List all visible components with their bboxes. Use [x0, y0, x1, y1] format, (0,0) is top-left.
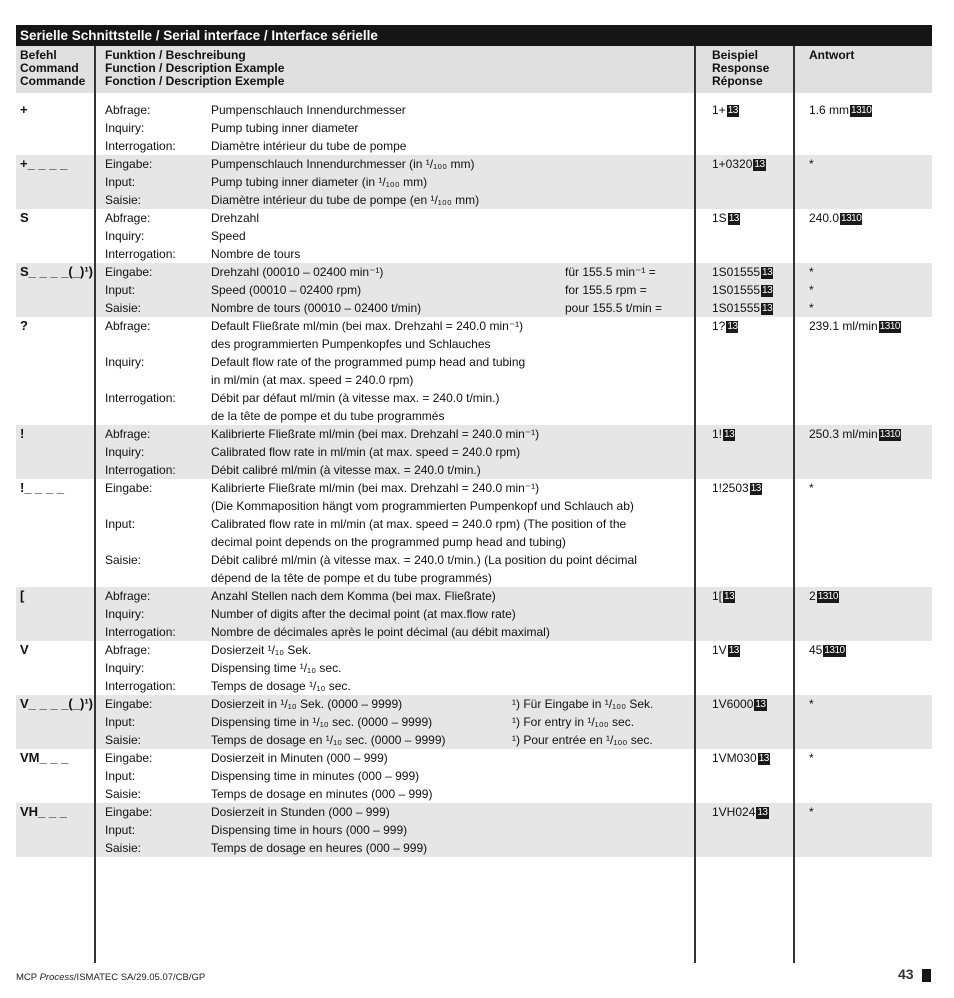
- language-label: Eingabe:: [105, 481, 153, 495]
- example-text: 1S01555: [712, 283, 761, 297]
- description-text: Drehzahl: [211, 211, 260, 225]
- command-code: [: [20, 588, 25, 603]
- language-label: Interrogation:: [105, 247, 176, 261]
- description-text: Default Fließrate ml/min (bei max. Drehzahl = 240.0 min⁻¹): [211, 319, 524, 333]
- description-text: dépend de la tête de pompe et du tube programmés): [211, 571, 492, 585]
- control-code-badge: 13: [724, 591, 735, 602]
- control-code-badge: 13: [757, 807, 768, 818]
- example-text: 1VM030: [712, 751, 757, 765]
- answer-cell: [809, 749, 814, 767]
- header-command-de: Befehl: [20, 48, 57, 62]
- description-text: Temps de dosage ¹/₁₀ sec.: [211, 679, 351, 693]
- description-text: Nombre de tours (00010 – 02400 t/min): [211, 301, 422, 315]
- example-cell: [712, 263, 773, 281]
- description-text: de la tête de pompe et du tube programmés: [211, 409, 445, 423]
- language-label: Interrogation:: [105, 139, 176, 153]
- control-code-badge: 13: [750, 483, 761, 494]
- description-text: Default flow rate of the programmed pump head and tubing: [211, 355, 526, 369]
- header-example: [696, 46, 793, 93]
- description-text: Temps de dosage en ¹/₁₀ sec. (0000 – 9999): [211, 733, 446, 747]
- control-code-badge: 13: [724, 429, 735, 440]
- header-function-de: Funktion / Beschreibung: [105, 48, 246, 62]
- description-text: Temps de dosage en heures (000 – 999): [211, 841, 428, 855]
- footnote-text: ¹) Pour entrée en ¹/₁₀₀ sec.: [512, 733, 653, 747]
- answer-cell: [809, 479, 814, 497]
- page-title: Serielle Schnittstelle / Serial interface / Interface sérielle: [16, 25, 932, 46]
- page-number: 43: [898, 966, 914, 982]
- example-cell: [712, 641, 740, 659]
- answer-cell: [809, 155, 814, 173]
- description-text: Dispensing time ¹/₁₀ sec.: [211, 661, 342, 675]
- language-label: Input:: [105, 175, 136, 189]
- answer-cell: [809, 317, 901, 335]
- header-answer-de: Antwort: [809, 48, 855, 62]
- example-cell: [712, 587, 735, 605]
- description-text: decimal point depends on the programmed pump head and tubing): [211, 535, 566, 549]
- description-text: Kalibrierte Fließrate ml/min (bei max. Drehzahl = 240.0 min⁻¹): [211, 481, 540, 495]
- header-command-en: Command: [20, 61, 79, 75]
- description-text: Nombre de tours: [211, 247, 301, 261]
- description-text: des programmierten Pumpenkopfes und Schlauches: [211, 337, 491, 351]
- description-text: Dosierzeit ¹/₁₀ Sek.: [211, 643, 312, 657]
- language-label: Inquiry:: [105, 121, 145, 135]
- language-label: Saisie:: [105, 193, 142, 207]
- command-code: V: [20, 642, 29, 657]
- example-cell: [712, 317, 738, 335]
- answer-text: 2: [809, 589, 816, 603]
- example-cell: [712, 101, 739, 119]
- description-text: Pumpenschlauch Innendurchmesser: [211, 103, 406, 117]
- language-label: Interrogation:: [105, 391, 176, 405]
- answer-text: 1.6 mm: [809, 103, 850, 117]
- language-label: Eingabe:: [105, 697, 153, 711]
- example-cell: [712, 803, 769, 821]
- language-label: Input:: [105, 517, 136, 531]
- footer-imprint-b: Process: [39, 972, 74, 983]
- language-label: Inquiry:: [105, 661, 145, 675]
- footer-imprint: [16, 972, 205, 983]
- column-divider-function: [694, 46, 696, 963]
- language-label: Inquiry:: [105, 229, 145, 243]
- language-label: Inquiry:: [105, 445, 145, 459]
- answer-text: *: [809, 301, 814, 315]
- command-code: !: [20, 426, 25, 441]
- language-label: Abfrage:: [105, 589, 151, 603]
- control-code-badge: 13: [754, 159, 765, 170]
- example-value-note: for 155.5 rpm =: [565, 283, 647, 297]
- language-label: Saisie:: [105, 841, 142, 855]
- example-text: 1+: [712, 103, 726, 117]
- example-cell: [712, 281, 773, 299]
- description-text: in ml/min (at max. speed = 240.0 rpm): [211, 373, 414, 387]
- command-code: S_ _ _ _(_)¹): [20, 264, 93, 279]
- answer-text: 45: [809, 643, 823, 657]
- language-label: Inquiry:: [105, 607, 145, 621]
- description-text: Speed: [211, 229, 246, 243]
- example-cell: [712, 209, 740, 227]
- language-label: Abfrage:: [105, 427, 151, 441]
- answer-text: *: [809, 805, 814, 819]
- header-example-fr: Réponse: [712, 74, 763, 88]
- answer-cell: [809, 209, 862, 227]
- description-text: Calibrated flow rate in ml/min (at max. speed = 240.0 rpm) (The position of the: [211, 517, 627, 531]
- control-code-badge: 13: [758, 753, 769, 764]
- description-text: Dispensing time in ¹/₁₀ sec. (0000 – 9999): [211, 715, 433, 729]
- description-text: Diamètre intérieur du tube de pompe: [211, 139, 407, 153]
- language-label: Abfrage:: [105, 319, 151, 333]
- column-divider-example: [793, 46, 795, 963]
- header-example-en: Response: [712, 61, 770, 75]
- answer-cell: [809, 101, 872, 119]
- description-text: Débit par défaut ml/min (à vitesse max. = 240.0 t/min.): [211, 391, 500, 405]
- answer-cell: [809, 299, 814, 317]
- answer-cell: [809, 695, 814, 713]
- description-text: Drehzahl (00010 – 02400 min⁻¹): [211, 265, 384, 279]
- footer-imprint-c: /ISMATEC SA/29.05.07/CB/GP: [73, 972, 206, 983]
- language-label: Interrogation:: [105, 463, 176, 477]
- example-cell: [712, 479, 762, 497]
- command-code: VH_ _ _: [20, 804, 67, 819]
- description-text: Dosierzeit in ¹/₁₀ Sek. (0000 – 9999): [211, 697, 403, 711]
- description-text: Débit calibré ml/min (à vitesse max. = 240.0 t/min.) (La position du point décimal: [211, 553, 637, 567]
- language-label: Interrogation:: [105, 679, 176, 693]
- answer-text: *: [809, 157, 814, 171]
- language-label: Saisie:: [105, 787, 142, 801]
- header-function-en: Function / Description Example: [105, 61, 285, 75]
- description-text: Nombre de décimales après le point décimal (au débit maximal): [211, 625, 550, 639]
- header-answer: [795, 46, 932, 93]
- description-text: Calibrated flow rate in ml/min (at max. speed = 240.0 rpm): [211, 445, 521, 459]
- answer-text: *: [809, 265, 814, 279]
- language-label: Eingabe:: [105, 805, 153, 819]
- control-code-badge: 1310: [817, 591, 838, 602]
- command-code: ?: [20, 318, 28, 333]
- description-text: Number of digits after the decimal point (at max.flow rate): [211, 607, 516, 621]
- description-text: (Die Kommaposition hängt vom programmierten Pumpenkopf und Schlauch ab): [211, 499, 634, 513]
- language-label: Saisie:: [105, 733, 142, 747]
- language-label: Input:: [105, 283, 136, 297]
- language-label: Eingabe:: [105, 751, 153, 765]
- header-command: [16, 46, 94, 93]
- example-cell: [712, 695, 767, 713]
- description-text: Dispensing time in hours (000 – 999): [211, 823, 408, 837]
- example-text: 1[: [712, 589, 723, 603]
- example-text: 1S01555: [712, 265, 761, 279]
- control-code-badge: 1310: [851, 105, 872, 116]
- example-cell: [712, 299, 773, 317]
- control-code-badge: 1310: [824, 645, 845, 656]
- description-text: Pumpenschlauch Innendurchmesser (in ¹/₁₀₀ mm): [211, 157, 475, 171]
- control-code-badge: 13: [728, 645, 739, 656]
- language-label: Abfrage:: [105, 103, 151, 117]
- example-text: 1VH024: [712, 805, 756, 819]
- description-text: Pump tubing inner diameter (in ¹/₁₀₀ mm): [211, 175, 428, 189]
- control-code-badge: 13: [727, 321, 738, 332]
- header-function-fr: Fonction / Description Exemple: [105, 74, 285, 88]
- answer-text: *: [809, 751, 814, 765]
- control-code-badge: 1310: [879, 321, 900, 332]
- example-text: 1!2503: [712, 481, 749, 495]
- header-example-de: Beispiel: [712, 48, 759, 62]
- language-label: Input:: [105, 823, 136, 837]
- example-text: 1S: [712, 211, 727, 225]
- language-label: Eingabe:: [105, 265, 153, 279]
- language-label: Inquiry:: [105, 355, 145, 369]
- command-code: S: [20, 210, 29, 225]
- command-code: +_ _ _ _: [20, 156, 68, 171]
- footer-imprint-a: MCP: [16, 972, 40, 983]
- answer-cell: [809, 587, 839, 605]
- column-divider-command: [94, 46, 96, 963]
- description-text: Débit calibré ml/min (à vitesse max. = 240.0 t/min.): [211, 463, 481, 477]
- command-code: V_ _ _ _(_)¹): [20, 696, 93, 711]
- description-text: Pump tubing inner diameter: [211, 121, 359, 135]
- answer-text: 239.1 ml/min: [809, 319, 878, 333]
- control-code-badge: 1310: [879, 429, 900, 440]
- example-text: 1!: [712, 427, 723, 441]
- answer-text: 240.0: [809, 211, 840, 225]
- answer-text: *: [809, 481, 814, 495]
- example-text: 1S01555: [712, 301, 761, 315]
- answer-cell: [809, 281, 814, 299]
- example-value-note: für 155.5 min⁻¹ =: [565, 265, 656, 279]
- example-cell: [712, 425, 735, 443]
- footnote-text: ¹) For entry in ¹/₁₀₀ sec.: [512, 715, 635, 729]
- header-function: [96, 46, 694, 93]
- description-text: Dosierzeit in Minuten (000 – 999): [211, 751, 388, 765]
- example-text: 1V: [712, 643, 727, 657]
- description-text: Diamètre intérieur du tube de pompe (en ¹/₁₀₀ mm): [211, 193, 480, 207]
- answer-text: 250.3 ml/min: [809, 427, 878, 441]
- answer-text: *: [809, 697, 814, 711]
- example-cell: [712, 749, 770, 767]
- control-code-badge: 13: [762, 285, 773, 296]
- answer-text: *: [809, 283, 814, 297]
- language-label: Saisie:: [105, 553, 142, 567]
- language-label: Abfrage:: [105, 643, 151, 657]
- description-text: Speed (00010 – 02400 rpm): [211, 283, 362, 297]
- header-command-fr: Commande: [20, 74, 86, 88]
- command-code: VM_ _ _: [20, 750, 69, 765]
- control-code-badge: 13: [727, 105, 738, 116]
- example-value-note: pour 155.5 t/min =: [565, 301, 663, 315]
- answer-cell: [809, 425, 901, 443]
- description-text: Temps de dosage en minutes (000 – 999): [211, 787, 433, 801]
- command-code: !_ _ _ _: [20, 480, 65, 495]
- answer-cell: [809, 641, 846, 659]
- language-label: Abfrage:: [105, 211, 151, 225]
- example-text: 1V6000: [712, 697, 754, 711]
- example-cell: [712, 155, 766, 173]
- example-text: 1?: [712, 319, 726, 333]
- language-label: Interrogation:: [105, 625, 176, 639]
- control-code-badge: 13: [762, 267, 773, 278]
- command-code: +: [20, 102, 28, 117]
- answer-cell: [809, 263, 814, 281]
- control-code-badge: 13: [755, 699, 766, 710]
- control-code-badge: 13: [762, 303, 773, 314]
- control-code-badge: 1310: [841, 213, 862, 224]
- description-text: Kalibrierte Fließrate ml/min (bei max. Drehzahl = 240.0 min⁻¹): [211, 427, 540, 441]
- description-text: Anzahl Stellen nach dem Komma (bei max. Fließrate): [211, 589, 496, 603]
- control-code-badge: 13: [728, 213, 739, 224]
- language-label: Input:: [105, 715, 136, 729]
- language-label: Saisie:: [105, 301, 142, 315]
- description-text: Dispensing time in minutes (000 – 999): [211, 769, 420, 783]
- footnote-text: ¹) Für Eingabe in ¹/₁₀₀ Sek.: [512, 697, 654, 711]
- answer-cell: [809, 803, 814, 821]
- language-label: Input:: [105, 769, 136, 783]
- description-text: Dosierzeit in Stunden (000 – 999): [211, 805, 390, 819]
- example-text: 1+0320: [712, 157, 753, 171]
- page-marker: [922, 969, 931, 982]
- language-label: Eingabe:: [105, 157, 153, 171]
